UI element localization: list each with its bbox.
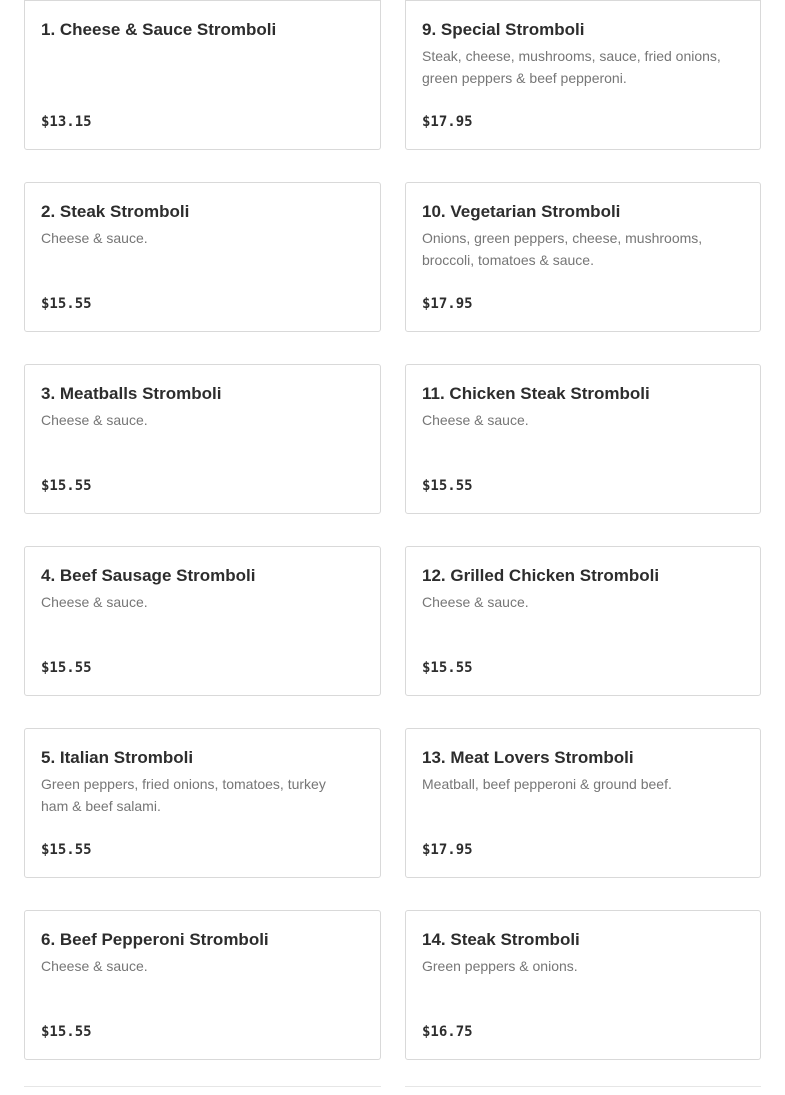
menu-item-name: 14. Steak Stromboli — [422, 930, 580, 949]
menu-item-card[interactable] — [24, 546, 381, 696]
menu-item-card[interactable] — [24, 910, 381, 1060]
menu-item-name: 1. Cheese & Sauce Stromboli — [41, 20, 277, 39]
menu-item-card[interactable] — [24, 364, 381, 514]
menu-item-name: 2. Steak Stromboli — [41, 202, 190, 221]
menu-item-price: $15.55 — [41, 842, 92, 858]
menu-item-card[interactable] — [405, 910, 761, 1060]
menu-item-card[interactable] — [24, 728, 381, 878]
menu-item-name: 13. Meat Lovers Stromboli — [422, 748, 634, 767]
menu-item-description: Cheese & sauce. — [41, 412, 148, 428]
menu-items-grid — [24, 0, 761, 1060]
menu-item-name: 10. Vegetarian Stromboli — [422, 202, 621, 221]
menu-item-card[interactable] — [405, 182, 761, 332]
menu-item-description: Green peppers, fried onions, tomatoes, turkey ham & beef salami. — [41, 776, 326, 814]
menu-item-price: $17.95 — [422, 842, 473, 858]
menu-item-card[interactable] — [405, 546, 761, 696]
menu-item-price: $16.75 — [422, 1024, 473, 1040]
menu-item-price: $15.55 — [41, 1024, 92, 1040]
menu-item-card[interactable] — [405, 0, 761, 150]
menu-item-description: Cheese & sauce. — [422, 412, 529, 428]
menu-item-price: $15.55 — [41, 478, 92, 494]
menu-item-price: $13.15 — [41, 114, 92, 130]
next-row-card-edges — [24, 1086, 761, 1095]
menu-item-price: $15.55 — [422, 478, 473, 494]
menu-item-price: $17.95 — [422, 114, 473, 130]
menu-item-description: Steak, cheese, mushrooms, sauce, fried onions, green peppers & beef pepperoni. — [422, 48, 721, 86]
menu-item-description: Meatball, beef pepperoni & ground beef. — [422, 776, 672, 792]
menu-item-description: Cheese & sauce. — [41, 230, 148, 246]
menu-item-name: 6. Beef Pepperoni Stromboli — [41, 930, 269, 949]
card-top-edge — [24, 1086, 381, 1095]
menu-item-name: 3. Meatballs Stromboli — [41, 384, 222, 403]
menu-item-price: $15.55 — [422, 660, 473, 676]
menu-item-card[interactable] — [405, 364, 761, 514]
menu-item-price: $15.55 — [41, 660, 92, 676]
menu-item-name: 9. Special Stromboli — [422, 20, 585, 39]
menu-item-price: $17.95 — [422, 296, 473, 312]
card-top-edge — [405, 1086, 761, 1095]
menu-item-description: Cheese & sauce. — [422, 594, 529, 610]
menu-item-card[interactable] — [24, 182, 381, 332]
menu-item-price: $15.55 — [41, 296, 92, 312]
menu-item-card[interactable] — [24, 0, 381, 150]
menu-item-description: Onions, green peppers, cheese, mushrooms, broccoli, tomatoes & sauce. — [422, 230, 703, 268]
menu-item-description: Cheese & sauce. — [41, 958, 148, 974]
menu-item-card[interactable] — [405, 728, 761, 878]
menu-item-description: Cheese & sauce. — [41, 594, 148, 610]
menu-item-name: 11. Chicken Steak Stromboli — [422, 384, 650, 403]
menu-item-name: 12. Grilled Chicken Stromboli — [422, 566, 660, 585]
menu-item-name: 4. Beef Sausage Stromboli — [41, 566, 256, 585]
menu-item-description: Green peppers & onions. — [422, 958, 578, 974]
menu-item-name: 5. Italian Stromboli — [41, 748, 194, 767]
